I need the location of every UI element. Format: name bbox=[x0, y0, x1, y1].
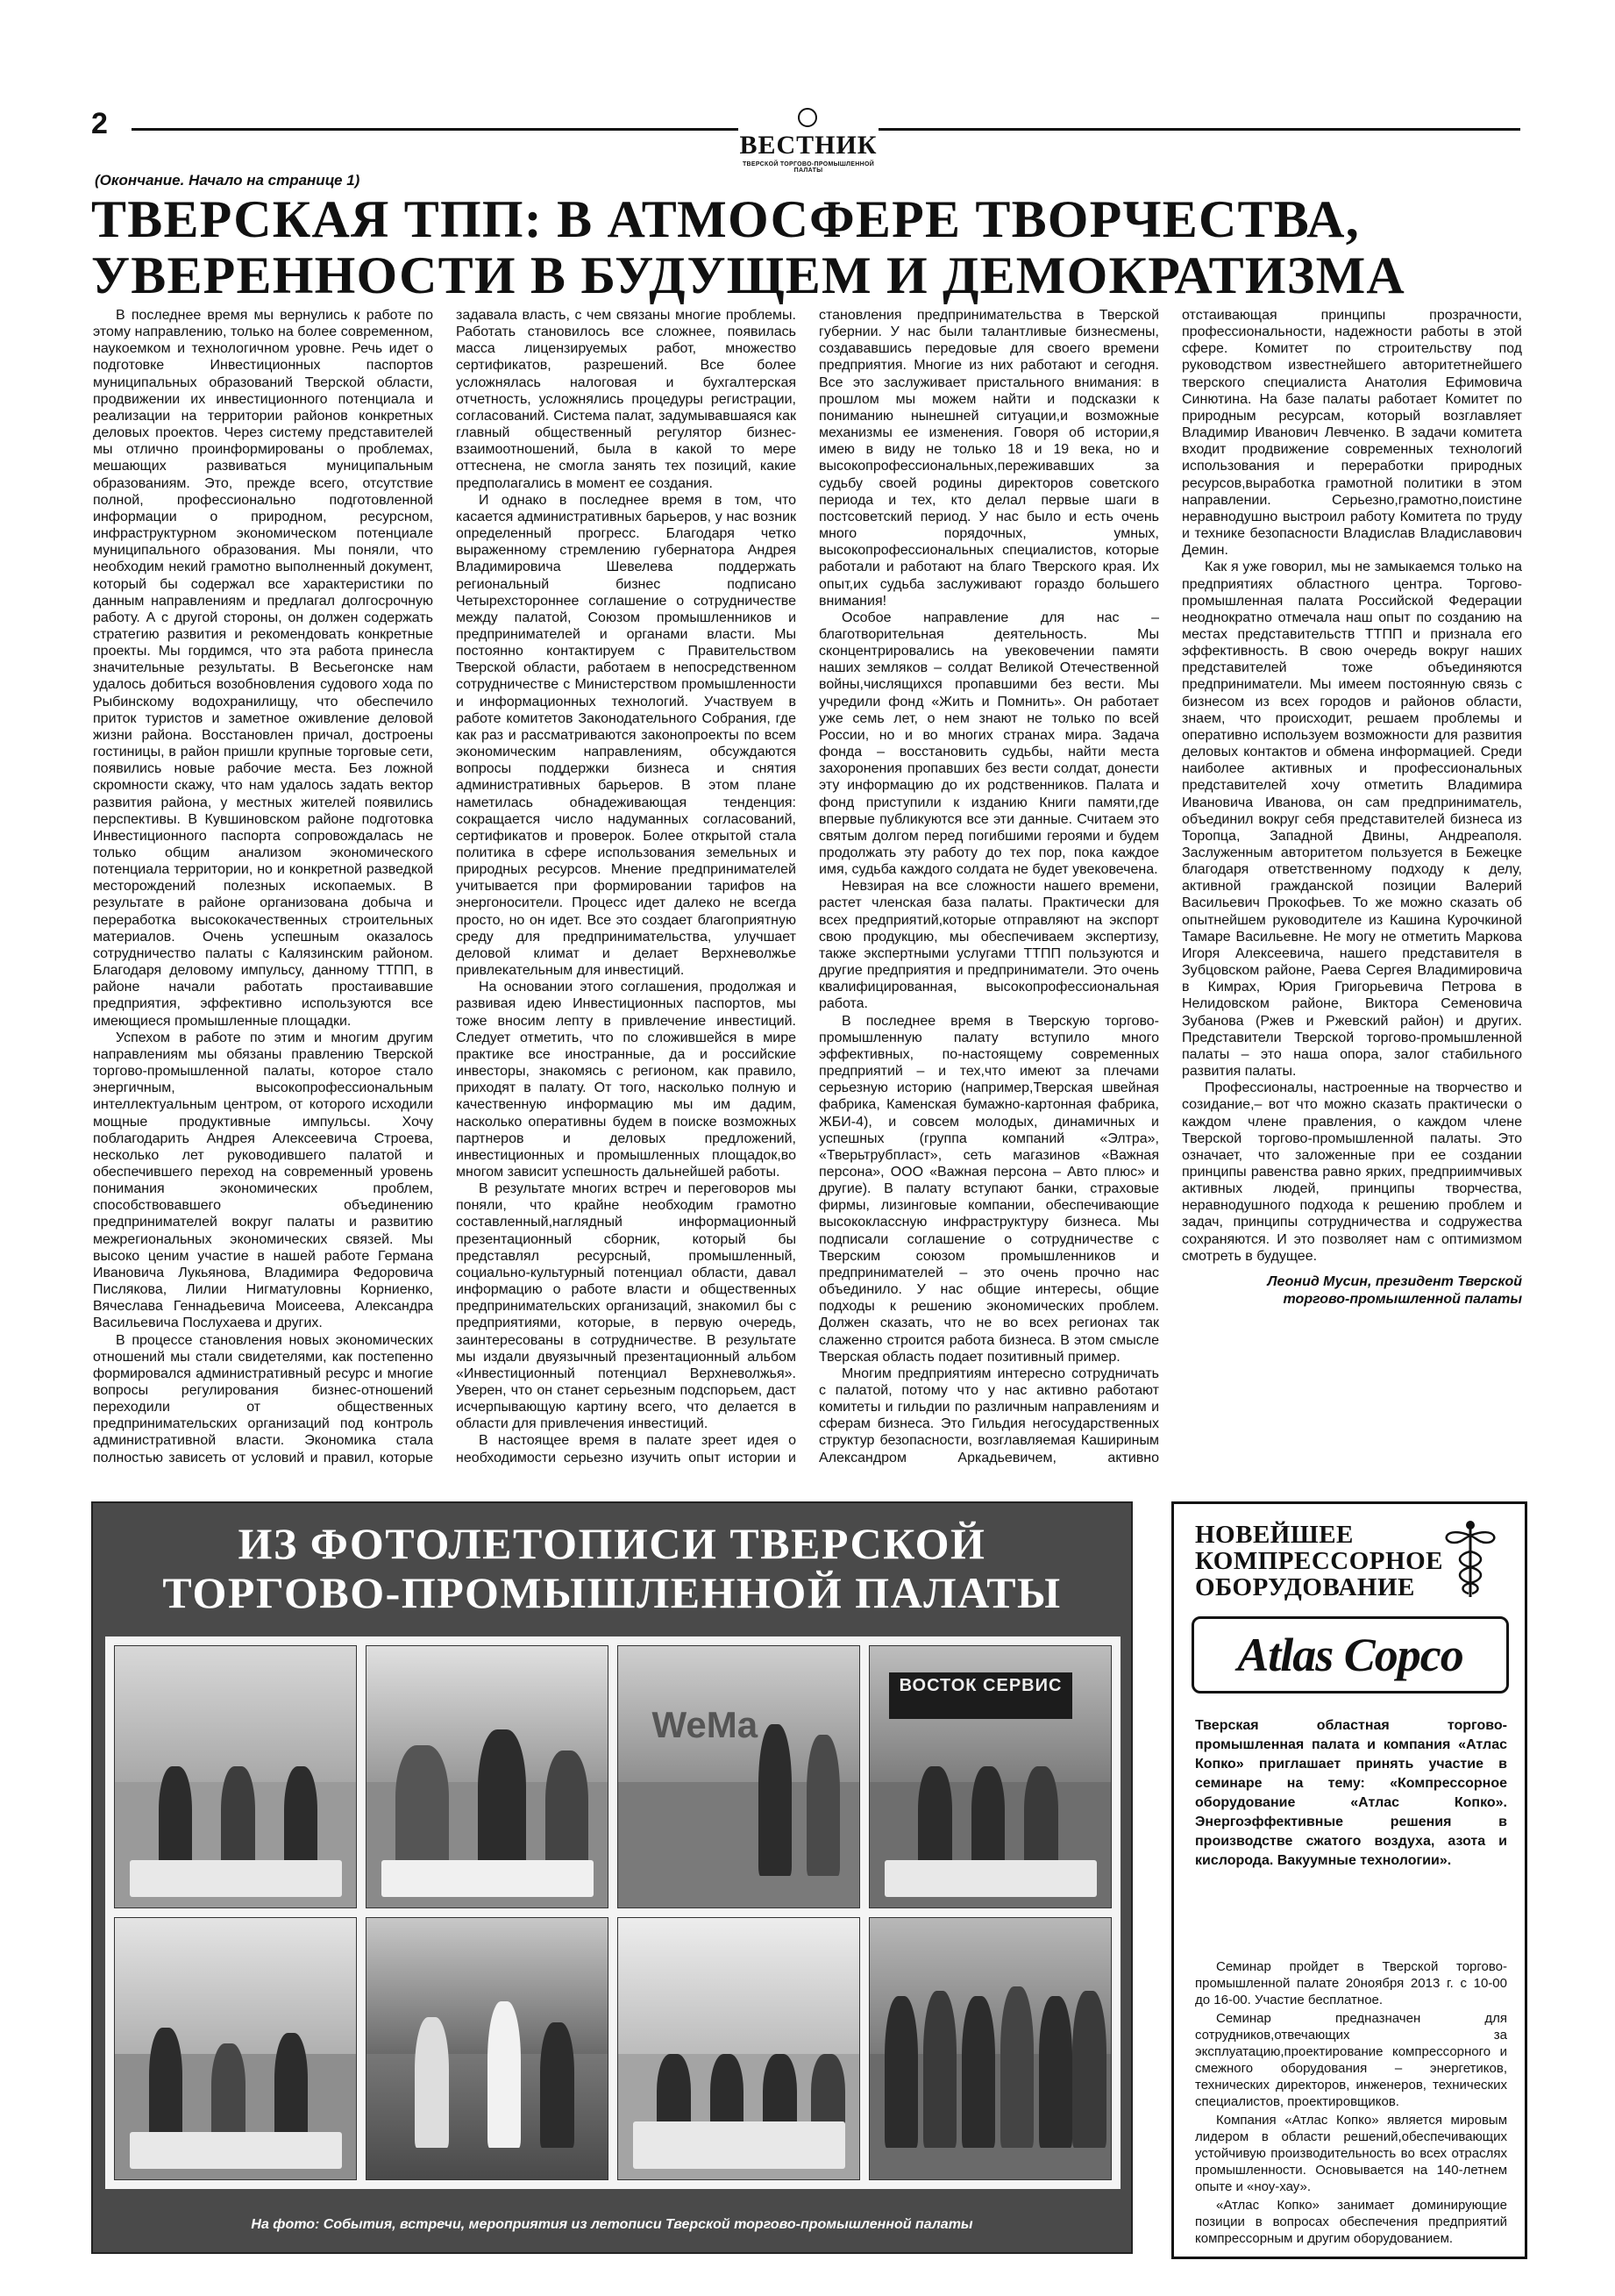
article-paragraph: Многим предприятиям интересно сотрудничать с палатой, потому что у нас активно работают комитеты и гильдии по различным направлениям и сферам бизнеса. Это Гильдия негосударственных структур безопасности, возглавляемая Кашириным Александром Аркадьевичем, активно отстаивающая принципы прозрачности, профессиональности, надежности работы в этой сфере. Комитет по строительству под руководством известнейшего авторитетнейшего тверского специалиста Анатолия Ефимовича Синютина. На базе палаты работает Комитет по природным ресурсам, который возглавляет Владимир Иванович Левченко. В задачи комитета входит продвижение современных технологий использования и переработки природных ресурсов,выработка грамотной политики в этом направлении. Серьезно,грамотно,поистине неравнодушно выстроил работу Комитета по труду и технике безопасности Владислав Владиславович Демин. bbox=[819, 308, 1522, 1465]
photo-group-portrait bbox=[869, 1917, 1112, 2180]
article-body bbox=[93, 307, 1522, 1473]
photo-chronicle bbox=[91, 1501, 1133, 2254]
masthead-title-text: ВЕСТНИК bbox=[739, 131, 878, 160]
article-paragraph: Профессионалы, настроенные на творчество и созидание,– вот что можно сказать практически о каждом члене правления, о каждом члене Тверской торгово-промышленной палаты. Это означает, что заложенные при ее создании принципы равенства равно ярких, предприимчивых активных людей, принципы творчества, неравнодушного подхода к решению проблем и задач, принципы сотрудничества и содружества сохраняются. И это позволяет нам с оптимизмом смотреть в будущее. bbox=[1182, 1080, 1522, 1264]
ad-paragraph: Семинар предназначен для сотрудников,отвечающих за эксплуатацию,проектирование компрессорного и смежного оборудования – энергетиков, технических директоров, инженеров, технических специалистов, проектировщиков. bbox=[1195, 2011, 1507, 2109]
photo-title-line-2: ТОРГОВО-ПРОМЫШЛЕННОЙ ПАЛАТЫ bbox=[162, 1568, 1062, 1617]
photo-title-line-1: ИЗ ФОТОЛЕТОПИСИ ТВЕРСКОЙ bbox=[238, 1519, 986, 1568]
photo-round-table bbox=[617, 1917, 860, 2180]
atlas-copco-advert bbox=[1171, 1501, 1527, 2259]
caduceus-emblem-icon bbox=[1435, 1516, 1505, 1601]
headline-line-1: ТВЕРСКАЯ ТПП: В АТМОСФЕРЕ ТВОРЧЕСТВА, bbox=[91, 190, 1360, 248]
ad-paragraph: «Атлас Копко» занимает доминирующие позиции в вопросах обеспечения предприятий компрессорным и другим оборудованием. bbox=[1195, 2198, 1507, 2246]
article-paragraph: В последнее время мы вернулись к работе по этому направлению, только на более современном, наукоемком и технологичном уровне. Речь идет о подготовке Инвестиционных паспортов муниципальных образований Тверской области, продвижении их инвестиционного потенциала и реализации на территории районов конкретных деловых проектов. Через систему представителей мы отлично проинформированы о проблемах, мешающих развиваться муниципальным образованиям. Это, прежде всего, отсутствие полной, профессионально подготовленной информации о природном, ресурсном, инфраструктурном экономическом потенциале муниципального образования. Мы поняли, что необходим некий грамотно выполненный документ, который бы содержал все характеристики по данным направлениям и предлагал долгосрочную работу. А с другой стороны, он должен содержать стратегию развития и рекомендовать конкретные проекты. Мы гордимся, что эта работа принесла значительные результаты. В Весьегонске нам удалось добиться возобновления судового хода по Рыбинскому водохранилищу, что обеспечило приток туристов и заметное оживление деловой жизни района. Восстановлен причал, достроены гостиницы, в район пришли крупные торговые сети, появились новые рабочие места. Без ложной скромности скажу, что нам удалось задать вектор развития района, у местных жителей появились перспективы. В Кувшиновском районе подготовка Инвестиционного паспорта сопровождалась не только общим анализом экономического потенциала территории, но и конкретной разведкой месторождений полезных ископаемых. В результате в районе организована добыча и переработка высококачественных строительных материалов. Очень успешным оказалось сотрудничество палаты с Калязинским районом. Благодаря деловому импульсу, данному ТТПП, в районе начали работать простаивавшие предприятия, эффективно используются все имеющиеся промышленные площадки. bbox=[93, 308, 433, 1029]
photo-meeting-hall bbox=[114, 1645, 357, 1908]
ad-headline-line-1: НОВЕЙШЕЕ bbox=[1195, 1521, 1354, 1549]
ad-headline bbox=[1195, 1521, 1443, 1601]
article-paragraph: Как я уже говорил, мы не замыкаемся только на предприятиях областного центра. Торгово-промышленная палата Российской Федерации неоднократно отмечала наш опыт по созданию на местах представительств ТТПП и признала его эффективность. В свою очередь вокруг наших представителей тоже объединяются предприниматели. Мы имеем постоянную связь с бизнесом из всех городов и районов области, знаем, что происходит, решаем проблемы и оперативно используем возможности для развития деловых контактов и обмена информацией. Среди наиболее активных и профессиональных представителей хочу отметить Владимира Ивановича Иванова, он сам предприниматель, объединил вокруг себя представителей бизнеса из Торопца, Западной Двины, Андреаполя. Заслуженным авторитетом пользуется в Бежецке благодаря ответственному подходу к делу, активной гражданской позиции Валерий Васильевич Прокофьев. То же можно сказать об опытнейшем руководителе из Кашина Курочкиной Тамаре Васильевне. Не могу не отметить Маркова Игоря Алексеевича, нашего представителя в Зубцовском районе, Раева Сергея Владимировича в Кимрах, Юрия Григорьевича Петрова в Нелидовском районе, Виктора Семеновича Зубанова (Ржев и Ржевский район) и других. Представители Тверской торгово-промышленной палаты – это наша опора, залог стабильного развития палаты. bbox=[1182, 560, 1522, 1080]
masthead bbox=[738, 103, 879, 174]
continuation-note: (Окончание. Начало на странице 1) bbox=[95, 172, 360, 189]
photo-exhibition bbox=[617, 1645, 860, 1908]
photo-caption: На фото: События, встречи, мероприятия из летописи Тверской торгово-промышленной палаты bbox=[251, 2217, 973, 2232]
headline-line-2: УВЕРЕННОСТИ В БУДУЩЕМ И ДЕМОКРАТИЗМА bbox=[91, 246, 1405, 304]
article-paragraph: На основании этого соглашения, продолжая и развивая идею Инвестиционных паспортов, мы тоже вносим лепту в привлечение инвестиций. Следует отметить, что по сложившейся в мире практике все иностранные, да и российские инвесторы, знакомясь с регионом, как правило, приходят в палату. От того, насколько полную и качественную информацию мы им дадим, насколько оперативны будем в поиске возможных партнеров и деловых предложений, инвестиционных и промышленных площадок,во многом зависит успешность дальнейшей работы. bbox=[456, 980, 796, 1180]
masthead-title bbox=[738, 103, 879, 160]
signature-line-2: торгово-промышленной палаты bbox=[1283, 1291, 1522, 1307]
photo-podium-speech bbox=[114, 1917, 357, 2180]
article-paragraph: В настоящее время в палате зреет идея о необходимости серьезно изучить опыт истории и становления предпринимательства в Тверской губернии. У нас были талантливые бизнесмены, создававшись передовые для своего времени предприятия. Многие из них работают и сегодня. Все это заслуживает пристального внимания: в прошлом мы можем найти и подсказки к пониманию нынешней ситуации,и возможные механизмы ее изменения. Говоря об истории,я имею в виду не только 18 и 19 века, но и высокопрофессиональных,переживавших за судьбу своей родины директоров советского периода и тех, кто делал первые шаги в постсоветский период. У нас было и есть очень много порядочных, умных, высокопрофессиональных специалистов, которые работали и работают на благо Тверского края. Их опыт,их судьба заслуживают гораздо большего внимания! bbox=[456, 308, 1159, 1465]
photo-conference-stage bbox=[869, 1645, 1112, 1908]
article-headline bbox=[91, 191, 1529, 303]
ad-headline-line-3: ОБОРУДОВАНИЕ bbox=[1195, 1573, 1415, 1601]
photo-outdoor-event bbox=[366, 1917, 608, 2180]
article-paragraph: Особое направление для нас – благотворительная деятельность. Мы сконцентрировались на увековечении памяти наших земляков – солдат Великой Отечественной войны,числящихся пропавшими без вести. Мы учредили фонд «Жить и Помнить». Он работает уже семь лет, о нем знают не только по всей России, но и во многих странах мира. Задача фонда – восстановить судьбы, найти места захоронения пропавших без вести солдат, донести эту информацию до их родственников. Палата и фонд приступили к изданию Книги памяти,где впервые публикуются все эти данные. Считаем это святым долгом перед погибшими героями и будем продолжать эту работу до тех пор, пока каждое имя, судьба каждого солдата не будет увековечена. bbox=[819, 610, 1159, 878]
ad-paragraph: Семинар пройдет в Тверской торгово-промышленной палате 20ноября 2013 г. с 10-00 до 16-00. Участие бесплатное. bbox=[1195, 1959, 1507, 2007]
article-paragraph: В последнее время в Тверскую торгово-промышленную палату вступило много эффективных, по-настоящему современных предприятий – и тех,что имеют за плечами серьезную историю (например,Тверская швейная фабрика, Каменская бумажно-картонная фабрика, ЖБИ-4), и совсем молодых, динамичных и успешных (группа компаний «Элтра», «Тверьтрубпласт», сеть магазинов «Важная персона», ООО «Важная персона – Авто плюс» и другие). В палату вступают банки, страховые фирмы, лизинговые компании, обеспечивающие высококлассную инфраструктуру бизнеса. Мы подписали соглашение о сотрудничестве с Тверским союзом промышленников и предпринимателей – это очень прочно нас объединило. У нас общие интересы, общие подходы к решению экономических проблем. Должен сказать, что не во всех регионах так слаженно строится работа бизнеса. В этом смысле Тверская область подает позитивный пример. bbox=[819, 1013, 1159, 1365]
globe-emblem-icon bbox=[798, 108, 817, 127]
article-paragraph: И однако в последнее время в том, что касается административных барьеров, у нас возник определенный прогресс. Благодаря четко выраженному стремлению губернатора Андрея Владимировича Шевелева поддержать региональный бизнес подписано Четырехстороннее соглашение о сотрудничестве между палатой, Союзом промышленников и предпринимателей и органами власти. Мы постоянно контактируем с Правительством Тверской области, работаем в непосредственном сотрудничестве с Министерством промышленности и информационных технологий. Участвуем в работе комитетов Законодательного Собрания, где как раз и рассматриваются законопроекты по всем экономическим направлениям, обсуждаются вопросы поддержки бизнеса и снятия административных барьеров. В этом плане наметилась обнадеживающая тенденция: сокращается число надуманных согласований, сертификатов и проверок. Более открытой стала политика в сфере использования земельных и природных ресурсов. Мнение предпринимателей учитывается при формировании тарифов на энергоносители. Процесс идет далеко не всегда просто, но он идет. Все это создает благоприятную среду для предпринимательства, улучшает деловой климат и делает Верхневолжье привлекательным для инвестиций. bbox=[456, 492, 796, 979]
atlas-copco-logo: Atlas Copco bbox=[1192, 1616, 1509, 1693]
article-paragraph: Невзирая на все сложности нашего времени, растет членская база палаты. Практически для всех предприятий,которые отправляют на экспорт свою продукцию, мы обеспечиваем экспертизу, также экспертными услугами ТТПП пользуются и другие предприятия и предприниматели. Это очень квалифицированная, высокопрофессиональная работа. bbox=[819, 879, 1159, 1012]
author-signature bbox=[1182, 1273, 1522, 1308]
photo-chronicle-title bbox=[93, 1519, 1131, 1617]
ad-headline-line-2: КОМПРЕССОРНОЕ bbox=[1195, 1547, 1443, 1575]
ad-intro: Тверская областная торгово-промышленная палата и компания «Атлас Копко» приглашает принять участие в семинаре на тему: «Компрессорное оборудование «Атлас Копко». Энергоэффективные решения в производстве сжатого воздуха, азота и кислорода. Вакуумные технологии». bbox=[1195, 1718, 1507, 1868]
article-paragraph: В результате многих встреч и переговоров мы поняли, что крайне необходим грамотно составленный,наглядный информационный презентационный сборник, который бы представлял ресурсный, промышленный, социально-культурный потенциал области, давал информацию о работе власти и общественных предпринимательских организаций, знакомил бы с предприятиями, которые, в первую очередь, заинтересованы в сотрудничестве. В результате мы издали двуязычный презентационный альбом «Инвестиционный потенциал Верхневолжья». Уверен, что он станет серьезным подспорьем, даст исчерпывающую картину всего, что делается в области для привлечения инвестиций. bbox=[456, 1181, 796, 1432]
photo-wema-sign: WeMa bbox=[651, 1703, 758, 1745]
article-paragraph: Успехом в работе по этим и многим другим направлениям мы обязаны правлению Тверской торгово-промышленной палаты, которое стало энергичным, высокопрофессиональным интеллектуальным центром, от которого исходили мощные продуктивные импульсы. Хочу поблагодарить Андрея Алексеевича Строева, несколько лет руководившего палатой и обеспечившего переход на современный уровень понимания экономических проблем, способствовавшего объединению предпринимателей вокруг палаты и развитию межрегиональных экономических связей. Мы высоко ценим участие в нашей работе Германа Ивановича Лукьянова, Владимира Федоровича Пислякова, Лилии Нигматуловны Корниенко, Вячеслава Геннадьевича Моисеева, Александра Васильевича Послухаева и других. bbox=[93, 1030, 433, 1331]
page-number: 2 bbox=[91, 107, 108, 140]
article-paragraph: В процессе становления новых экономических отношений мы стали свидетелями, как постепенно формировался административный ресурс и многие вопросы регулирования бизнес-отношений переходили от общественных предпринимательских организаций под контроль административной власти. Экономика стала полностью зависеть от условий и правил, которые задавала власть, с чем связаны многие проблемы. Работать становилось все сложнее, появилась масса лицензируемых работ, множество сертификатов, разрешений. Все более усложнялась налоговая и бухгалтерская отчетность, усложнялись процедуры регистрации, согласований. Система палат, задумывавшаяся как главный общественный регулятор бизнес-взаимоотношений, была в какой то мере оттеснена, не смогла занять тех позиций, какие предполагались в момент ее создания. bbox=[93, 308, 796, 1465]
photo-grid bbox=[105, 1636, 1121, 2189]
ad-paragraph: Компания «Атлас Копко» является мировым лидером в области решений,обеспечивающих устойчивую производительность во всех отраслях промышленности. Основывается на 140-летнем опыте и «ноу-хау». bbox=[1195, 2113, 1507, 2194]
ad-body bbox=[1195, 1958, 1507, 2247]
photo-banner-sign: ВОСТОК СЕРВИС bbox=[889, 1672, 1072, 1720]
photo-participants-closeup bbox=[366, 1645, 608, 1908]
signature-line-1: Леонид Мусин, президент Тверской bbox=[1267, 1273, 1522, 1289]
masthead-subtitle: ТВЕРСКОЙ ТОРГОВО-ПРОМЫШЛЕННОЙ ПАЛАТЫ bbox=[742, 161, 875, 174]
